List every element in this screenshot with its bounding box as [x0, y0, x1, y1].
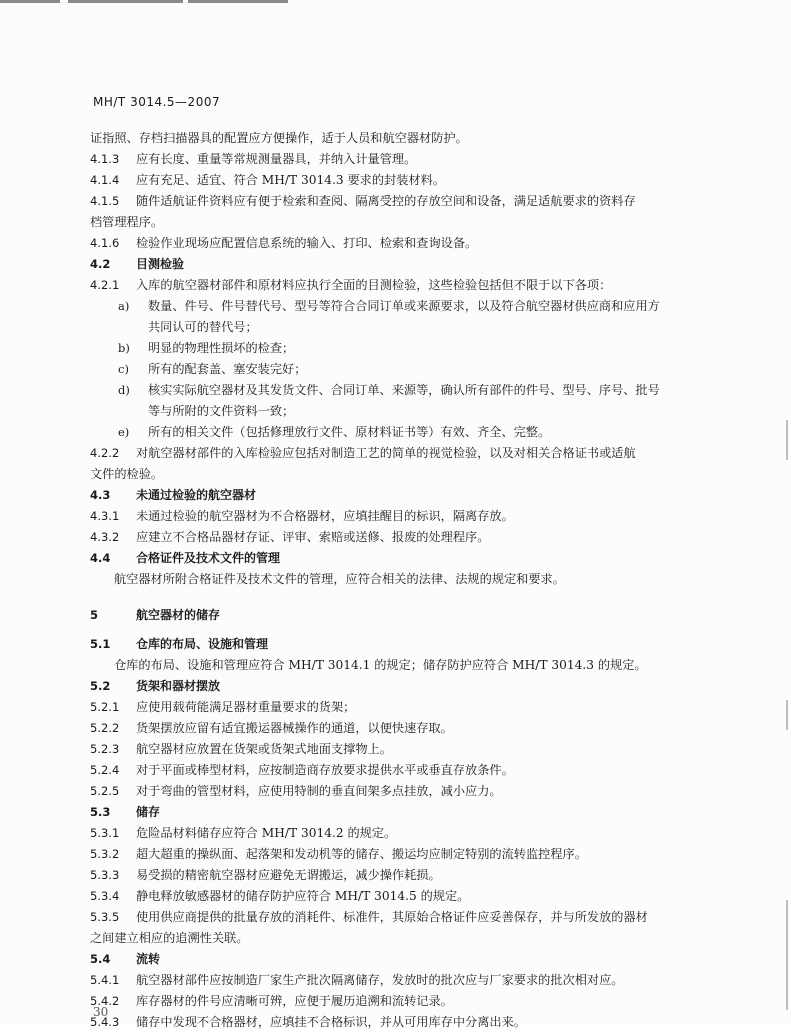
clause-text: 明显的物理性损坏的检查；	[148, 341, 295, 355]
clause-text: 货架和器材摆放	[136, 679, 221, 693]
clause-number: 5.2.2	[90, 721, 120, 735]
clause-text: 合格证件及技术文件的管理	[136, 551, 281, 565]
clause-text: 检验作业现场应配置信息系统的输入、打印、检索和查询设备。	[136, 236, 478, 250]
clause-number: 4.2	[90, 257, 111, 271]
clause-number: 5.1	[90, 637, 111, 651]
clause-text: 库存器材的件号应清晰可辨，应便于履历追溯和流转记录。	[136, 994, 453, 1008]
list-item-marker: c)	[118, 362, 129, 376]
list-item	[90, 338, 690, 359]
list-item	[90, 380, 690, 401]
clause-text: 危险品材料储存应符合 MH/T 3014.2 的规定。	[136, 826, 397, 840]
spacer	[90, 590, 690, 605]
clause-number: 4.1.3	[90, 152, 120, 166]
clause-number: 4.1.5	[90, 194, 120, 208]
clause-line	[90, 128, 690, 149]
list-item-marker: b)	[118, 341, 130, 355]
scan-artifact	[786, 700, 788, 730]
clause-line	[90, 760, 690, 781]
clause-text: 航空器材的储存	[136, 608, 221, 622]
clause-line	[90, 443, 690, 464]
clause-number: 4.3	[90, 488, 111, 502]
top-border-segment	[68, 0, 183, 3]
clause-text: 对于弯曲的管型材料，应使用特制的垂直间架多点挂放，减小应力。	[136, 784, 502, 798]
document-body	[90, 128, 690, 1033]
list-item	[90, 317, 690, 338]
page-number: 30	[93, 1005, 109, 1019]
list-item	[90, 401, 690, 422]
clause-line	[90, 191, 690, 212]
clause-line	[90, 718, 690, 739]
clause-text: 数量、件号、件号替代号、型号等符合合同订单或来源要求，以及符合航空器材供应商和应用方	[148, 299, 660, 313]
clause-number: 5.2.1	[90, 700, 120, 714]
clause-line	[90, 928, 690, 949]
clause-text: 对航空器材部件的入库检验应包括对制造工艺的简单的视觉检验，以及对相关合格证书或适航	[136, 446, 636, 460]
clause-line	[90, 569, 690, 590]
clause-line	[90, 506, 690, 527]
clause-line	[90, 1012, 690, 1033]
section-heading	[90, 485, 690, 506]
clause-line	[90, 527, 690, 548]
clause-number: 5.2	[90, 679, 111, 693]
clause-text: 档管理程序。	[90, 215, 164, 229]
clause-line	[90, 170, 690, 191]
section-heading	[90, 254, 690, 275]
clause-text: 静电释放敏感器材的储存防护应符合 MH/T 3014.5 的规定。	[136, 889, 470, 903]
clause-text: 文件的检验。	[90, 467, 164, 481]
clause-line	[90, 886, 690, 907]
clause-text: 对于平面或棒型材料，应按制造商存放要求提供水平或垂直存放条件。	[136, 763, 514, 777]
clause-line	[90, 991, 690, 1012]
clause-line	[90, 233, 690, 254]
clause-number: 5.3	[90, 805, 111, 819]
clause-text: 易受损的精密航空器材应避免无谓搬运，减少操作耗损。	[136, 868, 441, 882]
clause-number: 5.4	[90, 952, 111, 966]
clause-line	[90, 464, 690, 485]
section-heading	[90, 548, 690, 569]
clause-number: 4.4	[90, 551, 111, 565]
clause-line	[90, 907, 690, 928]
clause-text: 仓库的布局、设施和管理应符合 MH/T 3014.1 的规定；储存防护应符合 MH/T 3014.3 的规定。	[114, 658, 647, 672]
clause-line	[90, 275, 690, 296]
clause-text: 入库的航空器材部件和原材料应执行全面的目测检验，这些检验包括但不限于以下各项：	[136, 278, 612, 292]
clause-text: 所有的配套盖、塞安装完好；	[148, 362, 307, 376]
clause-number: 4.2.2	[90, 446, 120, 460]
clause-line	[90, 697, 690, 718]
clause-text: 应有充足、适宜、符合 MH/T 3014.3 要求的封装材料。	[136, 173, 445, 187]
clause-number: 4.3.1	[90, 509, 120, 523]
clause-text: 储存中发现不合格器材，应填挂不合格标识，并从可用库存中分离出来。	[136, 1015, 526, 1029]
top-border-segment	[188, 0, 288, 3]
clause-number: 4.2.1	[90, 278, 120, 292]
clause-text: 随件适航证件资料应有便于检索和查阅、隔离受控的存放空间和设备，满足适航要求的资料存	[136, 194, 636, 208]
section-heading	[90, 802, 690, 823]
clause-text: 之间建立相应的追溯性关联。	[90, 931, 249, 945]
clause-number: 5.3.4	[90, 889, 120, 903]
clause-line	[90, 865, 690, 886]
clause-number: 4.3.2	[90, 530, 120, 544]
clause-text: 应有长度、重量等常规测量器具，并纳入计量管理。	[136, 152, 417, 166]
clause-number: 4.1.6	[90, 236, 120, 250]
document-code-header: MH/T 3014.5—2007	[93, 95, 221, 109]
section-heading	[90, 676, 690, 697]
clause-line	[90, 823, 690, 844]
clause-number: 5.4.3	[90, 1015, 120, 1029]
section-heading	[90, 949, 690, 970]
clause-text: 所有的相关文件（包括修理放行文件、原材料证书等）有效、齐全、完整。	[148, 425, 551, 439]
clause-text: 等与所附的文件资料一致；	[148, 404, 295, 418]
clause-number: 5.2.4	[90, 763, 120, 777]
clause-text: 流转	[136, 952, 161, 966]
clause-text: 货架摆放应留有适宜搬运器械操作的通道，以便快速存取。	[136, 721, 453, 735]
clause-number: 5.3.2	[90, 847, 120, 861]
clause-text: 储存	[136, 805, 161, 819]
clause-line	[90, 149, 690, 170]
clause-text: 航空器材所附合格证件及技术文件的管理，应符合相关的法律、法规的规定和要求。	[114, 572, 565, 586]
section-heading	[90, 634, 690, 655]
clause-number: 5.4.2	[90, 994, 120, 1008]
clause-text: 超大超重的操纵面、起落架和发动机等的储存、搬运均应制定特别的流转监控程序。	[136, 847, 587, 861]
clause-number: 5.3.5	[90, 910, 120, 924]
list-item	[90, 422, 690, 443]
clause-text: 航空器材应放置在货架或货架式地面支撑物上。	[136, 742, 392, 756]
clause-line	[90, 781, 690, 802]
clause-text: 应使用载荷能满足器材重量要求的货架；	[136, 700, 356, 714]
clause-line	[90, 212, 690, 233]
clause-text: 仓库的布局、设施和管理	[136, 637, 269, 651]
clause-number: 5.3.3	[90, 868, 120, 882]
clause-text: 核实实际航空器材及其发货文件、合同订单、来源等，确认所有部件的件号、型号、序号、批号	[148, 383, 660, 397]
clause-text: 证指照、存档扫描器具的配置应方便操作，适于人员和航空器材防护。	[90, 131, 468, 145]
clause-line	[90, 970, 690, 991]
clause-number: 5.4.1	[90, 973, 120, 987]
section-heading	[90, 605, 690, 626]
clause-text: 航空器材部件应按制造厂家生产批次隔离储存，发放时的批次应与厂家要求的批次相对应。	[136, 973, 624, 987]
clause-number: 4.1.4	[90, 173, 120, 187]
clause-line	[90, 844, 690, 865]
list-item-marker: e)	[118, 425, 130, 439]
scan-artifact	[786, 420, 788, 460]
list-item	[90, 296, 690, 317]
clause-line	[90, 655, 690, 676]
list-item-marker: a)	[118, 299, 130, 313]
clause-text: 未通过检验的航空器材为不合格器材，应填挂醒目的标识，隔离存放。	[136, 509, 514, 523]
clause-number: 5.2.5	[90, 784, 120, 798]
list-item	[90, 359, 690, 380]
clause-number: 5.2.3	[90, 742, 120, 756]
list-item-marker: d)	[118, 383, 130, 397]
clause-text: 目测检验	[136, 257, 185, 271]
clause-text: 应建立不合格品器材存证、评审、索赔或送修、报废的处理程序。	[136, 530, 490, 544]
clause-text: 未通过检验的航空器材	[136, 488, 257, 502]
clause-text: 使用供应商提供的批量存放的消耗件、标准件，其原始合格证件应妥善保存，并与所发放的器材	[136, 910, 648, 924]
clause-number: 5.3.1	[90, 826, 120, 840]
clause-line	[90, 739, 690, 760]
top-border-segment	[0, 0, 60, 3]
scan-artifact	[786, 900, 788, 1010]
spacer	[90, 626, 690, 634]
clause-text: 共同认可的替代号；	[148, 320, 258, 334]
clause-number: 5	[90, 608, 99, 622]
